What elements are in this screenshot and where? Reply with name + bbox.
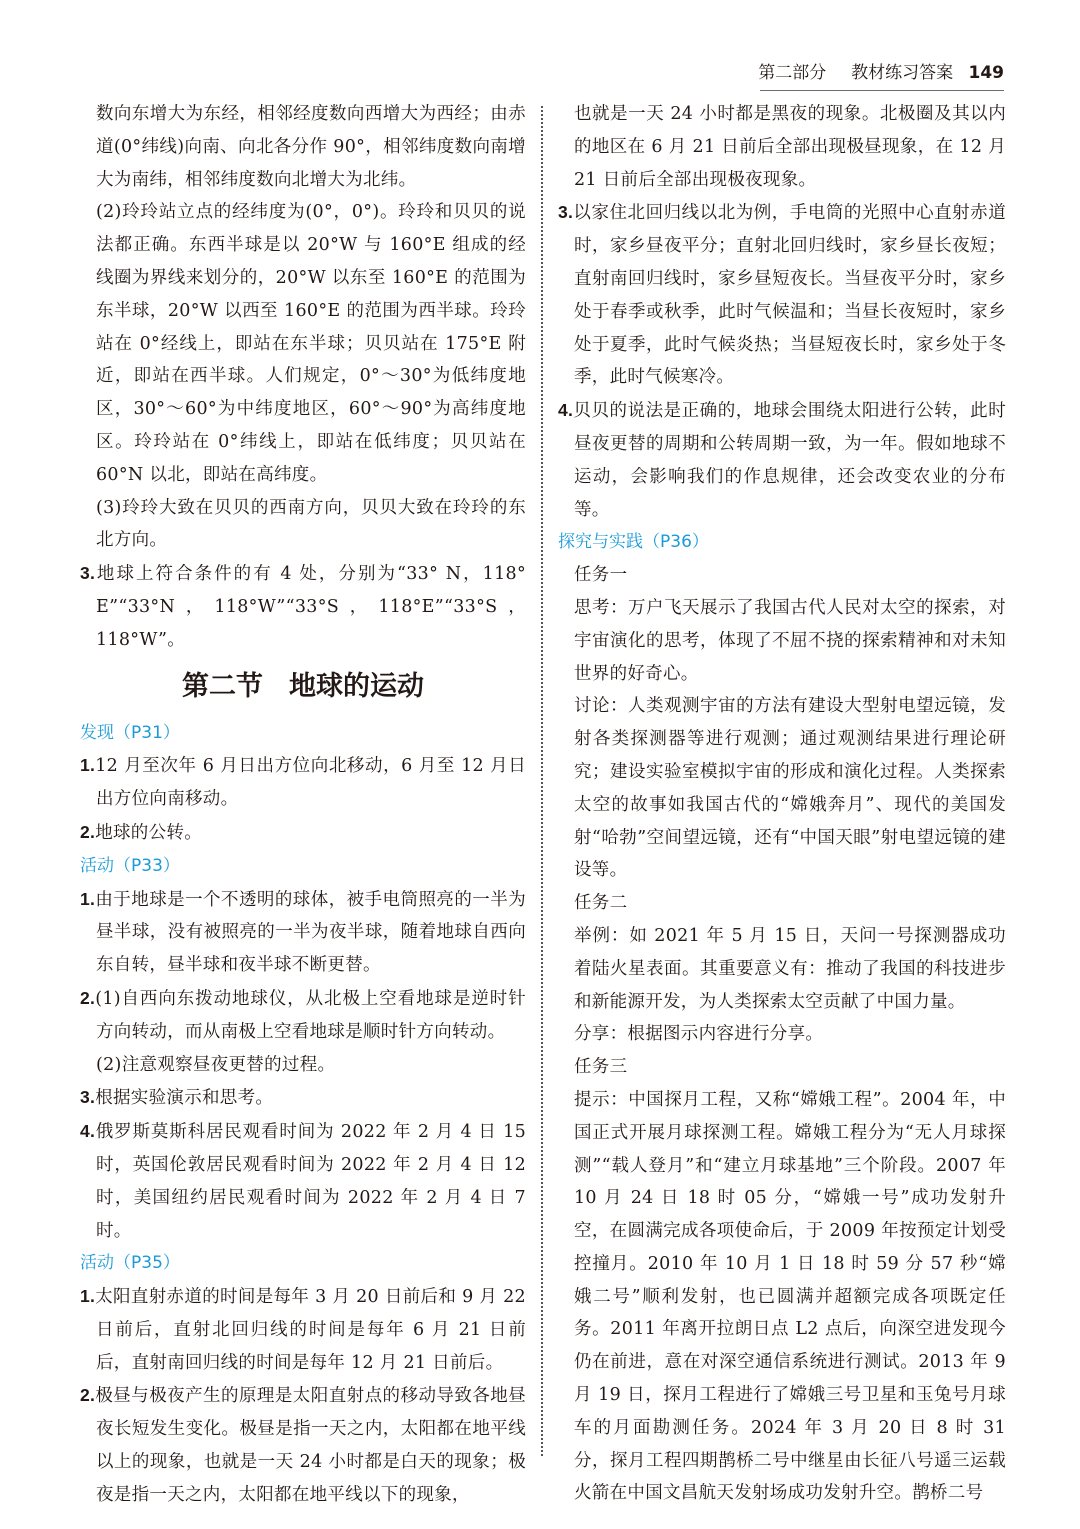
numbered-item [80,1379,526,1511]
numbered-item [80,816,526,850]
item-text: 俄罗斯莫斯科居民观看时间为 2022 年 2 月 4 日 15 时，英国伦敦居民观看时间为 2022 年 2 月 4 日 12 时，美国纽约居民观看时间为 2022 年 2 月 4 日 7 时。 [95,1122,526,1241]
paragraph: 思考：万户飞天展示了我国古代人民对太空的探索，对宇宙演化的思考，体现了不屈不挠的探索精神和对未知世界的好奇心。 [574,597,1006,684]
item-text: 12 月至次年 6 月日出方位向北移动，6 月至 12 月日出方位向南移动。 [95,756,526,810]
paragraph: 数向东增大为东经，相邻经度数向西增大为西经；由赤道(0°纬线)向南、向北各分作 90°，相邻纬度数向南增大为南纬，相邻纬度数向北增大为北纬。 [96,104,526,190]
paragraph: (2)玲玲站立点的经纬度为(0°，0°)。玲玲和贝贝的说法都正确。东西半球是以 20°W 与 160°E 组成的经线圈为界线来划分的，20°W 以东至 160°E 的范围为东半球，20°W 以西至 160°E 的范围为西半球。玲玲站在 0°经线上，即站在东半球；贝贝站在 175°E 附近，即站在西半球。人们规定，0°～30°为低纬度地区，30°～60°为中纬度地区，60°～90°为高纬度地区。玲玲站在 0°纬线上，即站在低纬度；贝贝站在 60°N 以北，即站在高纬度。 [96,202,526,485]
numbered-item [80,557,526,656]
item-text: 以家住北回归线以北为例，手电筒的光照中心直射赤道时，家乡昼夜平分；直射北回归线时，家乡昼长夜短；直射南回归线时，家乡昼短夜长。当昼夜平分时，家乡处于春季或秋季，此时气候温和；当昼长夜短时，家乡处于夏季，此时气候炎热；当昼短夜长时，家乡处于冬季，此时气候寒冷。 [573,203,1006,388]
item-text: 太阳直射赤道的时间是每年 3 月 20 日前后和 9 月 22 日前后，直射北回归线的时间是每年 6 月 21 日前后，直射南回归线的时间是每年 12 月 21 日前后。 [95,1287,526,1373]
numbered-item [558,394,1006,526]
item-number: 1. [80,755,96,776]
column-divider [541,106,543,1456]
numbered-item [80,749,526,816]
item-text: 贝贝的说法是正确的，地球会围绕太阳进行公转，此时昼夜更替的周期和公转周期一致，为一年。假如地球不运动，会影响我们的作息规律，还会改变农业的分布等。 [573,401,1006,520]
subheading-huodong-p33: 活动（P33） [80,855,180,876]
item-number: 3. [80,1087,96,1108]
section-number: 第二节 [182,670,263,702]
item-text: 由于地球是一个不透明的球体，被手电筒照亮的一半为昼半球，没有被照亮的一半为夜半球，随着地球自西向东自转，昼半球和夜半球不断更替。 [95,889,526,976]
header-part: 第二部分 [758,63,827,83]
task-label: 任务一 [574,565,628,586]
numbered-item [558,196,1006,394]
paragraph: 分享：根据图示内容进行分享。 [574,1024,824,1045]
item-number: 3. [80,563,96,584]
item-number: 1. [80,1286,96,1307]
header-rule [760,90,1004,91]
item-number: 2. [80,987,96,1008]
item-text: 地球的公转。 [95,822,203,843]
item-number: 4. [80,1121,96,1142]
item-text: 极昼与极夜产生的原理是太阳直射点的移动导致各地昼夜长短发生变化。极昼是指一天之内，太阳都在地平线以上的现象，也就是一天 24 小时都是白天的现象；极夜是指一天之内，太阳都在地平线以下的现象， [95,1386,526,1505]
running-header [758,58,1004,83]
task-label: 任务二 [574,893,628,914]
paragraph: 举例：如 2021 年 5 月 15 日，天问一号探测器成功着陆火星表面。其重要意义有：推动了我国的科技进步和新能源开发，为人类探索太空贡献了中国力量。 [574,925,1006,1012]
subheading-tanjiu: 探究与实践（P36） [558,532,709,553]
numbered-item [80,1081,526,1115]
numbered-item [80,1280,526,1379]
numbered-item [80,883,526,982]
paragraph: 讨论：人类观测宇宙的方法有建设大型射电望远镜，发射各类探测器等进行观测；通过观测结果进行理论研究；建设实验室模拟宇宙的形成和演化过程。人类探索太空的故事如我国古代的“嫦娥奔月”、现代的美国发射“哈勃”空间望远镜，还有“中国天眼”射电望远镜的建设等。 [574,696,1006,881]
paragraph: (2)注意观察昼夜更替的过程。 [96,1054,336,1075]
item-number: 2. [80,821,96,842]
paragraph: 也就是一天 24 小时都是黑夜的现象。北极圈及其以内的地区在 6 月 21 日前后全部出现极昼现象，在 12 月 21 日前后全部出现极夜现象。 [574,104,1006,190]
section-title [80,671,526,703]
item-text: (1)自西向东拨动地球仪，从北极上空看地球是逆时针方向转动，而从南极上空看地球是顺时针方向转动。 [95,988,526,1042]
page-number: 149 [968,63,1004,83]
right-column [558,98,1006,1510]
subheading-faxian: 发现（P31） [80,722,180,743]
item-number: 3. [558,202,574,223]
numbered-item [80,982,526,1049]
item-text: 地球上符合条件的有 4 处，分别为“33° N，118° E”“33°N，118°W”“33°S，118°E”“33°S，118°W”。 [95,564,526,650]
item-number: 2. [80,1385,96,1406]
subheading-huodong-p35: 活动（P35） [80,1253,180,1274]
item-number: 1. [80,888,96,909]
left-column [80,98,526,1512]
numbered-item [80,1115,526,1247]
item-text: 根据实验演示和思考。 [95,1088,274,1109]
task-label: 任务三 [574,1057,628,1078]
section-name: 地球的运动 [289,670,424,702]
paragraph: 提示：中国探月工程，又称“嫦娥工程”。2004 年，中国正式开展月球探测工程。嫦娥工程分为“无人月球探测”“载人登月”和“建立月球基地”三个阶段。2007 年 10 月 24 日 18 时 05 分，“嫦娥一号”成功发射升空，在圆满完成各项使命后，于 2009 年按预定计划受控撞月。2010 年 10 月 1 日 18 时 59 分 57 秒“嫦娥二号”顺利发射，也已圆满并超额完成各项既定任务。2011 年离开拉朗日点 L2 点后，向深空进发现今仍在前进，意在对深空通信系统进行测试。2013 年 9 月 19 日，探月工程进行了嫦娥三号卫星和玉兔号月球车的月面勘测任务。2024 年 3 月 20 日 8 时 31 分，探月工程四期鹊桥二号中继星由长征八号遥三运载火箭在中国文昌航天发射场成功发射升空。鹊桥二号 [574,1089,1006,1504]
item-number: 4. [558,400,574,421]
header-title: 教材练习答案 [851,63,954,83]
paragraph: (3)玲玲大致在贝贝的西南方向，贝贝大致在玲玲的东北方向。 [96,497,526,551]
